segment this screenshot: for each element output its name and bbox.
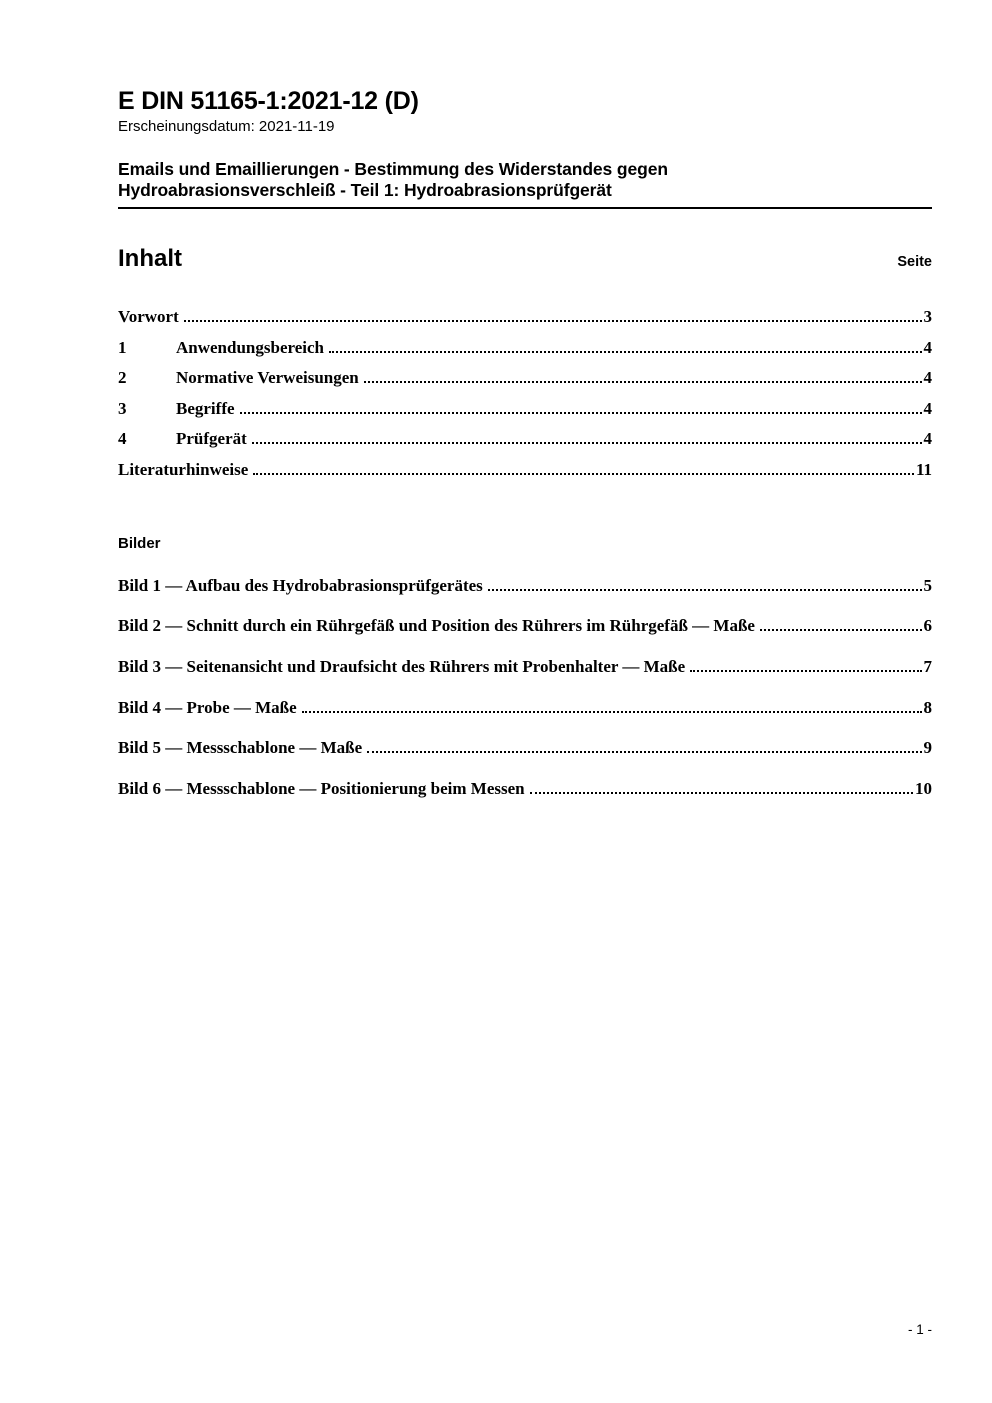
toc-entry-number: 1 <box>118 337 127 357</box>
toc-entry-label: Prüfgerät <box>176 429 247 449</box>
toc-entry-page: 4 <box>923 368 932 388</box>
toc-entry-page: 11 <box>915 459 932 479</box>
toc-dot-leader <box>367 751 921 753</box>
toc-dot-leader <box>530 792 913 794</box>
toc-entry-page: 4 <box>923 429 932 449</box>
figure-entry-page: 8 <box>923 697 932 717</box>
toc-entry-normative-verweisungen[interactable] <box>118 368 932 399</box>
toc-entry-vorwort[interactable] <box>118 307 932 338</box>
toc-entry-label: Literaturhinweise <box>118 459 249 479</box>
toc-dot-leader <box>690 670 921 672</box>
figure-entry-bild-3[interactable] <box>118 657 932 698</box>
figure-entry-label: Bild 4 — Probe — Maße <box>118 697 297 717</box>
figure-entry-bild-1[interactable] <box>118 576 932 617</box>
figure-entry-page: 10 <box>915 779 932 798</box>
toc-entry-label: Normative Verweisungen <box>176 368 359 388</box>
toc-entry-page: 3 <box>923 307 932 326</box>
figure-entry-bild-2[interactable] <box>118 616 932 657</box>
page-number: - 1 - <box>907 1322 932 1337</box>
toc-entry-label: Begriffe <box>176 398 235 418</box>
figure-entry-label: Bild 6 — Messschablone — Positionierung beim Messen <box>118 779 525 798</box>
toc-entry-begriffe[interactable] <box>118 399 932 430</box>
toc-entry-label: Anwendungsbereich <box>176 337 324 357</box>
figure-entry-label: Bild 2 — Schnitt durch ein Rührgefäß und Position des Rührers im Rührgefäß — Maße <box>118 616 755 636</box>
subject-line-2: Hydroabrasionsverschleiß - Teil 1: Hydroabrasionsprüfgerät <box>118 180 612 200</box>
toc-entry-number: 3 <box>118 398 127 418</box>
toc-dot-leader <box>364 381 922 383</box>
figure-entry-bild-6[interactable] <box>118 779 932 820</box>
page-column-label: Seite <box>897 254 932 270</box>
toc-dot-leader <box>488 589 922 591</box>
toc-dot-leader <box>253 473 914 475</box>
publication-date: Erscheinungsdatum: 2021-11-19 <box>118 118 335 135</box>
toc-entry-page: 4 <box>923 337 932 357</box>
toc-dot-leader <box>184 320 922 322</box>
toc-dot-leader <box>329 351 922 353</box>
toc-dot-leader <box>240 412 922 414</box>
subject-line-1: Emails und Emaillierungen - Bestimmung des Widerstandes gegen <box>118 159 668 179</box>
toc-dot-leader <box>252 442 922 444</box>
toc-dot-leader <box>760 629 922 631</box>
figure-entry-bild-5[interactable] <box>118 738 932 779</box>
figure-entry-label: Bild 1 — Aufbau des Hydrobabrasionsprüfgerätes <box>118 575 483 595</box>
contents-header <box>118 245 932 276</box>
document-title: E DIN 51165-1:2021-12 (D) <box>118 87 419 115</box>
figure-entry-label: Bild 5 — Messschablone — Maße <box>118 738 363 758</box>
toc-entry-label: Vorwort <box>118 307 179 326</box>
toc-entry-number: 2 <box>118 368 127 388</box>
toc-dot-leader <box>302 711 922 713</box>
toc-entry-number: 4 <box>118 429 127 449</box>
figures-heading: Bilder <box>118 534 161 552</box>
header-divider <box>118 207 932 209</box>
document-content <box>118 0 932 820</box>
table-of-contents <box>118 307 932 491</box>
figure-entry-page: 5 <box>923 575 932 595</box>
toc-entry-anwendungsbereich[interactable] <box>118 338 932 369</box>
figures-list <box>118 576 932 820</box>
figure-entry-label: Bild 3 — Seitenansicht und Draufsicht des Rührers mit Probenhalter — Maße <box>118 656 686 676</box>
toc-entry-literaturhinweise[interactable] <box>118 460 932 491</box>
toc-entry-pruefgeraet[interactable] <box>118 429 932 460</box>
document-subject <box>118 159 932 201</box>
toc-entry-page: 4 <box>923 398 932 418</box>
figure-entry-page: 9 <box>923 738 932 758</box>
contents-heading: Inhalt <box>118 245 182 272</box>
figure-entry-page: 7 <box>923 656 932 676</box>
figure-entry-page: 6 <box>923 616 932 636</box>
figure-entry-bild-4[interactable] <box>118 698 932 739</box>
